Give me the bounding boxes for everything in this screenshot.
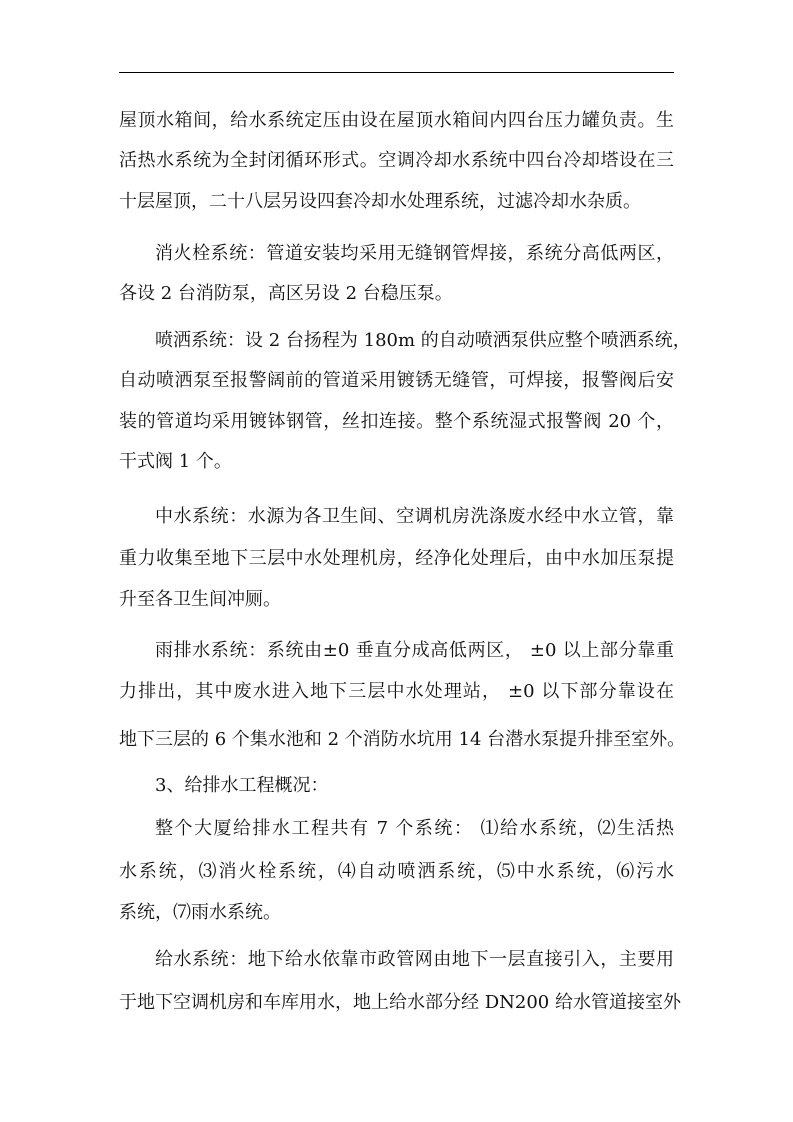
text-line: 升至各卫生间冲厕。 [119,589,281,610]
text-line: 活热水系统为全封闭循环形式。空调冷却水系统中四台冷却塔设在三 [119,150,674,171]
text-line: 干式阀 1 个。 [119,451,232,472]
text-line: 于地下空调机房和车库用水，地上给水部分经 DN200 给水管道接室外 [119,992,681,1013]
text-line: 系统，⑺雨水系统。 [119,902,281,923]
text-line: 水系统，⑶消火栓系统，⑷自动喷洒系统，⑸中水系统，⑹污水 [119,861,674,882]
text-line: 各设 2 台消防泵，高区另设 2 台稳压泵。 [119,283,453,304]
text-line: 装的管道均采用镀钵钢管，丝扣连接。整个系统湿式报警阀 20 个， [119,411,674,432]
text-line: 屋顶水箱间，给水系统定压由设在屋顶水箱间内四台压力罐负责。生 [119,110,674,131]
paragraph-start: 喷洒系统：设 2 台扬程为 180m 的自动喷洒泵供应整个喷洒系统， [155,330,691,351]
text-line: 重力收集至地下三层中水处理机房，经净化处理后，由中水加压泵提 [119,548,674,569]
section-heading: 3、给排水工程概况： [155,775,329,796]
paragraph-start: 给水系统：地下给水依靠市政管网由地下一层直接引入，主要用 [155,949,674,970]
text-line: 十层屋顶，二十八层另设四套冷却水处理系统，过滤冷却水杂质。 [119,191,641,212]
header-rule [119,72,674,73]
paragraph-start: 整个大厦给排水工程共有 7 个系统： ⑴给水系统，⑵生活热 [155,818,674,839]
text-line: 力排出，其中废水进入地下三层中水处理站， ±0 以下部分靠设在 [119,681,674,702]
paragraph-start: 消火栓系统：管道安装均采用无缝钢管焊接，系统分高低两区， [155,243,674,264]
paragraph-start: 中水系统：水源为各卫生间、空调机房洗涤废水经中水立管，靠 [155,506,674,527]
paragraph-start: 雨排水系统：系统由±0 垂直分成高低两区， ±0 以上部分靠重 [155,640,674,661]
text-line: 地下三层的 6 个集水池和 2 个消防水坑用 14 台潜水泵提升排至室外。 [119,729,686,750]
text-line: 自动喷洒泵至报警阔前的管道采用镀锈无缝管，可焊接，报警阀后安 [119,370,674,391]
